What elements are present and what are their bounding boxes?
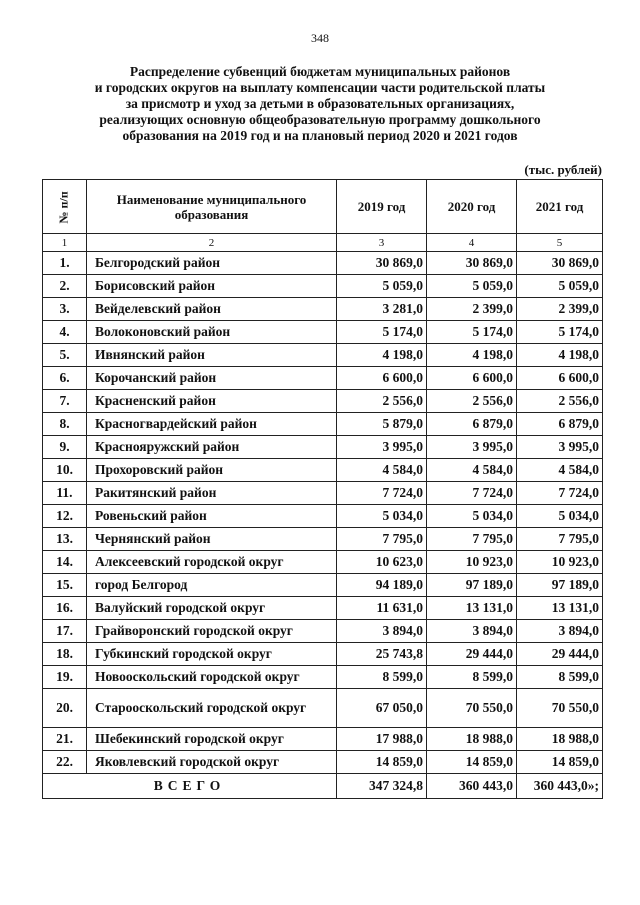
table-row	[43, 689, 603, 728]
municipality-name: Старооскольский городской округ	[87, 689, 337, 728]
value-2020: 3 894,0	[427, 620, 517, 643]
municipality-name: Борисовский район	[87, 275, 337, 298]
value-2019: 2 556,0	[337, 390, 427, 413]
value-2021: 8 599,0	[517, 666, 603, 689]
table-row	[43, 551, 603, 574]
value-2021: 18 988,0	[517, 728, 603, 751]
value-2021: 29 444,0	[517, 643, 603, 666]
value-2021: 97 189,0	[517, 574, 603, 597]
table-row	[43, 728, 603, 751]
municipality-name: Чернянский район	[87, 528, 337, 551]
value-2020: 2 399,0	[427, 298, 517, 321]
table-row	[43, 505, 603, 528]
value-2019: 4 584,0	[337, 459, 427, 482]
value-2020: 7 795,0	[427, 528, 517, 551]
value-2020: 6 600,0	[427, 367, 517, 390]
municipality-name: Грайворонский городской округ	[87, 620, 337, 643]
row-number: 19.	[43, 666, 87, 689]
value-2021: 7 795,0	[517, 528, 603, 551]
value-2019: 30 869,0	[337, 252, 427, 275]
municipality-name: Новооскольский городской округ	[87, 666, 337, 689]
title-line: реализующих основную общеобразовательную программу дошкольного	[99, 112, 541, 127]
table-row	[43, 620, 603, 643]
value-2019: 67 050,0	[337, 689, 427, 728]
municipality-name: Краснояружский район	[87, 436, 337, 459]
municipality-name: Ровеньский район	[87, 505, 337, 528]
column-index: 3	[337, 234, 427, 252]
municipality-name: Яковлевский городской округ	[87, 751, 337, 774]
table-row	[43, 482, 603, 505]
municipality-name: Прохоровский район	[87, 459, 337, 482]
value-2021: 3 894,0	[517, 620, 603, 643]
table-row	[43, 367, 603, 390]
table-row	[43, 643, 603, 666]
value-2019: 25 743,8	[337, 643, 427, 666]
value-2019: 7 724,0	[337, 482, 427, 505]
value-2019: 4 198,0	[337, 344, 427, 367]
value-2019: 17 988,0	[337, 728, 427, 751]
title-line: и городских округов на выплату компенсации части родительской платы	[94, 80, 546, 95]
table-row	[43, 413, 603, 436]
value-2019: 5 174,0	[337, 321, 427, 344]
value-2019: 11 631,0	[337, 597, 427, 620]
total-2021: 360 443,0»;	[517, 774, 603, 799]
municipality-name: Вейделевский район	[87, 298, 337, 321]
document-title	[50, 64, 590, 144]
row-number: 18.	[43, 643, 87, 666]
value-2019: 3 894,0	[337, 620, 427, 643]
value-2021: 14 859,0	[517, 751, 603, 774]
value-2019: 10 623,0	[337, 551, 427, 574]
row-number: 20.	[43, 689, 87, 728]
row-number: 21.	[43, 728, 87, 751]
header-2021: 2021 год	[517, 180, 603, 234]
header-2020: 2020 год	[427, 180, 517, 234]
value-2021: 4 198,0	[517, 344, 603, 367]
title-line: за присмотр и уход за детьми в образовательных организациях,	[125, 96, 515, 111]
table-row	[43, 574, 603, 597]
row-number: 1.	[43, 252, 87, 275]
value-2021: 13 131,0	[517, 597, 603, 620]
row-number: 4.	[43, 321, 87, 344]
value-2019: 5 879,0	[337, 413, 427, 436]
row-number: 9.	[43, 436, 87, 459]
value-2021: 2 556,0	[517, 390, 603, 413]
row-number: 11.	[43, 482, 87, 505]
row-number: 14.	[43, 551, 87, 574]
municipality-name: Ракитянский район	[87, 482, 337, 505]
municipality-name: Корочанский район	[87, 367, 337, 390]
value-2020: 5 034,0	[427, 505, 517, 528]
municipality-name: Губкинский городской округ	[87, 643, 337, 666]
total-label: ВСЕГО	[43, 774, 337, 799]
column-index-row	[43, 234, 603, 252]
value-2021: 70 550,0	[517, 689, 603, 728]
municipality-name: Красненский район	[87, 390, 337, 413]
value-2019: 14 859,0	[337, 751, 427, 774]
value-2020: 4 584,0	[427, 459, 517, 482]
value-2021: 6 600,0	[517, 367, 603, 390]
table-row	[43, 436, 603, 459]
value-2020: 13 131,0	[427, 597, 517, 620]
row-number: 15.	[43, 574, 87, 597]
column-index: 5	[517, 234, 603, 252]
value-2019: 8 599,0	[337, 666, 427, 689]
row-number: 8.	[43, 413, 87, 436]
header-2019: 2019 год	[337, 180, 427, 234]
table-row	[43, 390, 603, 413]
title-line: образования на 2019 год и на плановый период 2020 и 2021 годов	[122, 128, 518, 143]
total-row	[43, 774, 603, 799]
value-2021: 5 174,0	[517, 321, 603, 344]
value-2021: 6 879,0	[517, 413, 603, 436]
value-2020: 4 198,0	[427, 344, 517, 367]
value-2019: 5 059,0	[337, 275, 427, 298]
value-2020: 10 923,0	[427, 551, 517, 574]
value-2020: 5 174,0	[427, 321, 517, 344]
row-number: 16.	[43, 597, 87, 620]
table-row	[43, 321, 603, 344]
table-row	[43, 275, 603, 298]
value-2020: 8 599,0	[427, 666, 517, 689]
municipality-name: Ивнянский район	[87, 344, 337, 367]
value-2020: 70 550,0	[427, 689, 517, 728]
value-2019: 94 189,0	[337, 574, 427, 597]
units-label: (тыс. рублей)	[524, 162, 602, 177]
table-row	[43, 344, 603, 367]
title-line: Распределение субвенций бюджетам муниципальных районов	[129, 64, 511, 79]
value-2019: 6 600,0	[337, 367, 427, 390]
row-number: 6.	[43, 367, 87, 390]
table-header-row	[43, 180, 603, 234]
value-2019: 3 281,0	[337, 298, 427, 321]
value-2021: 30 869,0	[517, 252, 603, 275]
municipality-name: Шебекинский городской округ	[87, 728, 337, 751]
table-row	[43, 597, 603, 620]
table-row	[43, 298, 603, 321]
municipality-name: Белгородский район	[87, 252, 337, 275]
value-2020: 3 995,0	[427, 436, 517, 459]
value-2019: 7 795,0	[337, 528, 427, 551]
row-number: 5.	[43, 344, 87, 367]
value-2020: 2 556,0	[427, 390, 517, 413]
value-2020: 18 988,0	[427, 728, 517, 751]
municipality-name: Алексеевский городской округ	[87, 551, 337, 574]
row-number: 10.	[43, 459, 87, 482]
row-number: 22.	[43, 751, 87, 774]
value-2020: 5 059,0	[427, 275, 517, 298]
row-number: 3.	[43, 298, 87, 321]
value-2021: 3 995,0	[517, 436, 603, 459]
value-2019: 3 995,0	[337, 436, 427, 459]
header-num: № п/п	[43, 180, 87, 234]
table-row	[43, 459, 603, 482]
subsidy-table	[42, 179, 603, 799]
value-2021: 10 923,0	[517, 551, 603, 574]
total-2019: 347 324,8	[337, 774, 427, 799]
value-2021: 7 724,0	[517, 482, 603, 505]
value-2021: 2 399,0	[517, 298, 603, 321]
header-name: Наименование муниципального образования	[87, 180, 337, 234]
value-2020: 97 189,0	[427, 574, 517, 597]
total-2020: 360 443,0	[427, 774, 517, 799]
municipality-name: Валуйский городской округ	[87, 597, 337, 620]
page-number: 348	[311, 31, 329, 45]
value-2020: 30 869,0	[427, 252, 517, 275]
row-number: 12.	[43, 505, 87, 528]
value-2020: 29 444,0	[427, 643, 517, 666]
column-index: 2	[87, 234, 337, 252]
row-number: 7.	[43, 390, 87, 413]
value-2020: 7 724,0	[427, 482, 517, 505]
value-2019: 5 034,0	[337, 505, 427, 528]
row-number: 13.	[43, 528, 87, 551]
municipality-name: Волоконовский район	[87, 321, 337, 344]
municipality-name: город Белгород	[87, 574, 337, 597]
municipality-name: Красногвардейский район	[87, 413, 337, 436]
table-row	[43, 666, 603, 689]
row-number: 2.	[43, 275, 87, 298]
value-2020: 14 859,0	[427, 751, 517, 774]
row-number: 17.	[43, 620, 87, 643]
table-row	[43, 751, 603, 774]
value-2021: 5 034,0	[517, 505, 603, 528]
table-row	[43, 528, 603, 551]
value-2020: 6 879,0	[427, 413, 517, 436]
column-index: 1	[43, 234, 87, 252]
value-2021: 5 059,0	[517, 275, 603, 298]
table-row	[43, 252, 603, 275]
value-2021: 4 584,0	[517, 459, 603, 482]
column-index: 4	[427, 234, 517, 252]
